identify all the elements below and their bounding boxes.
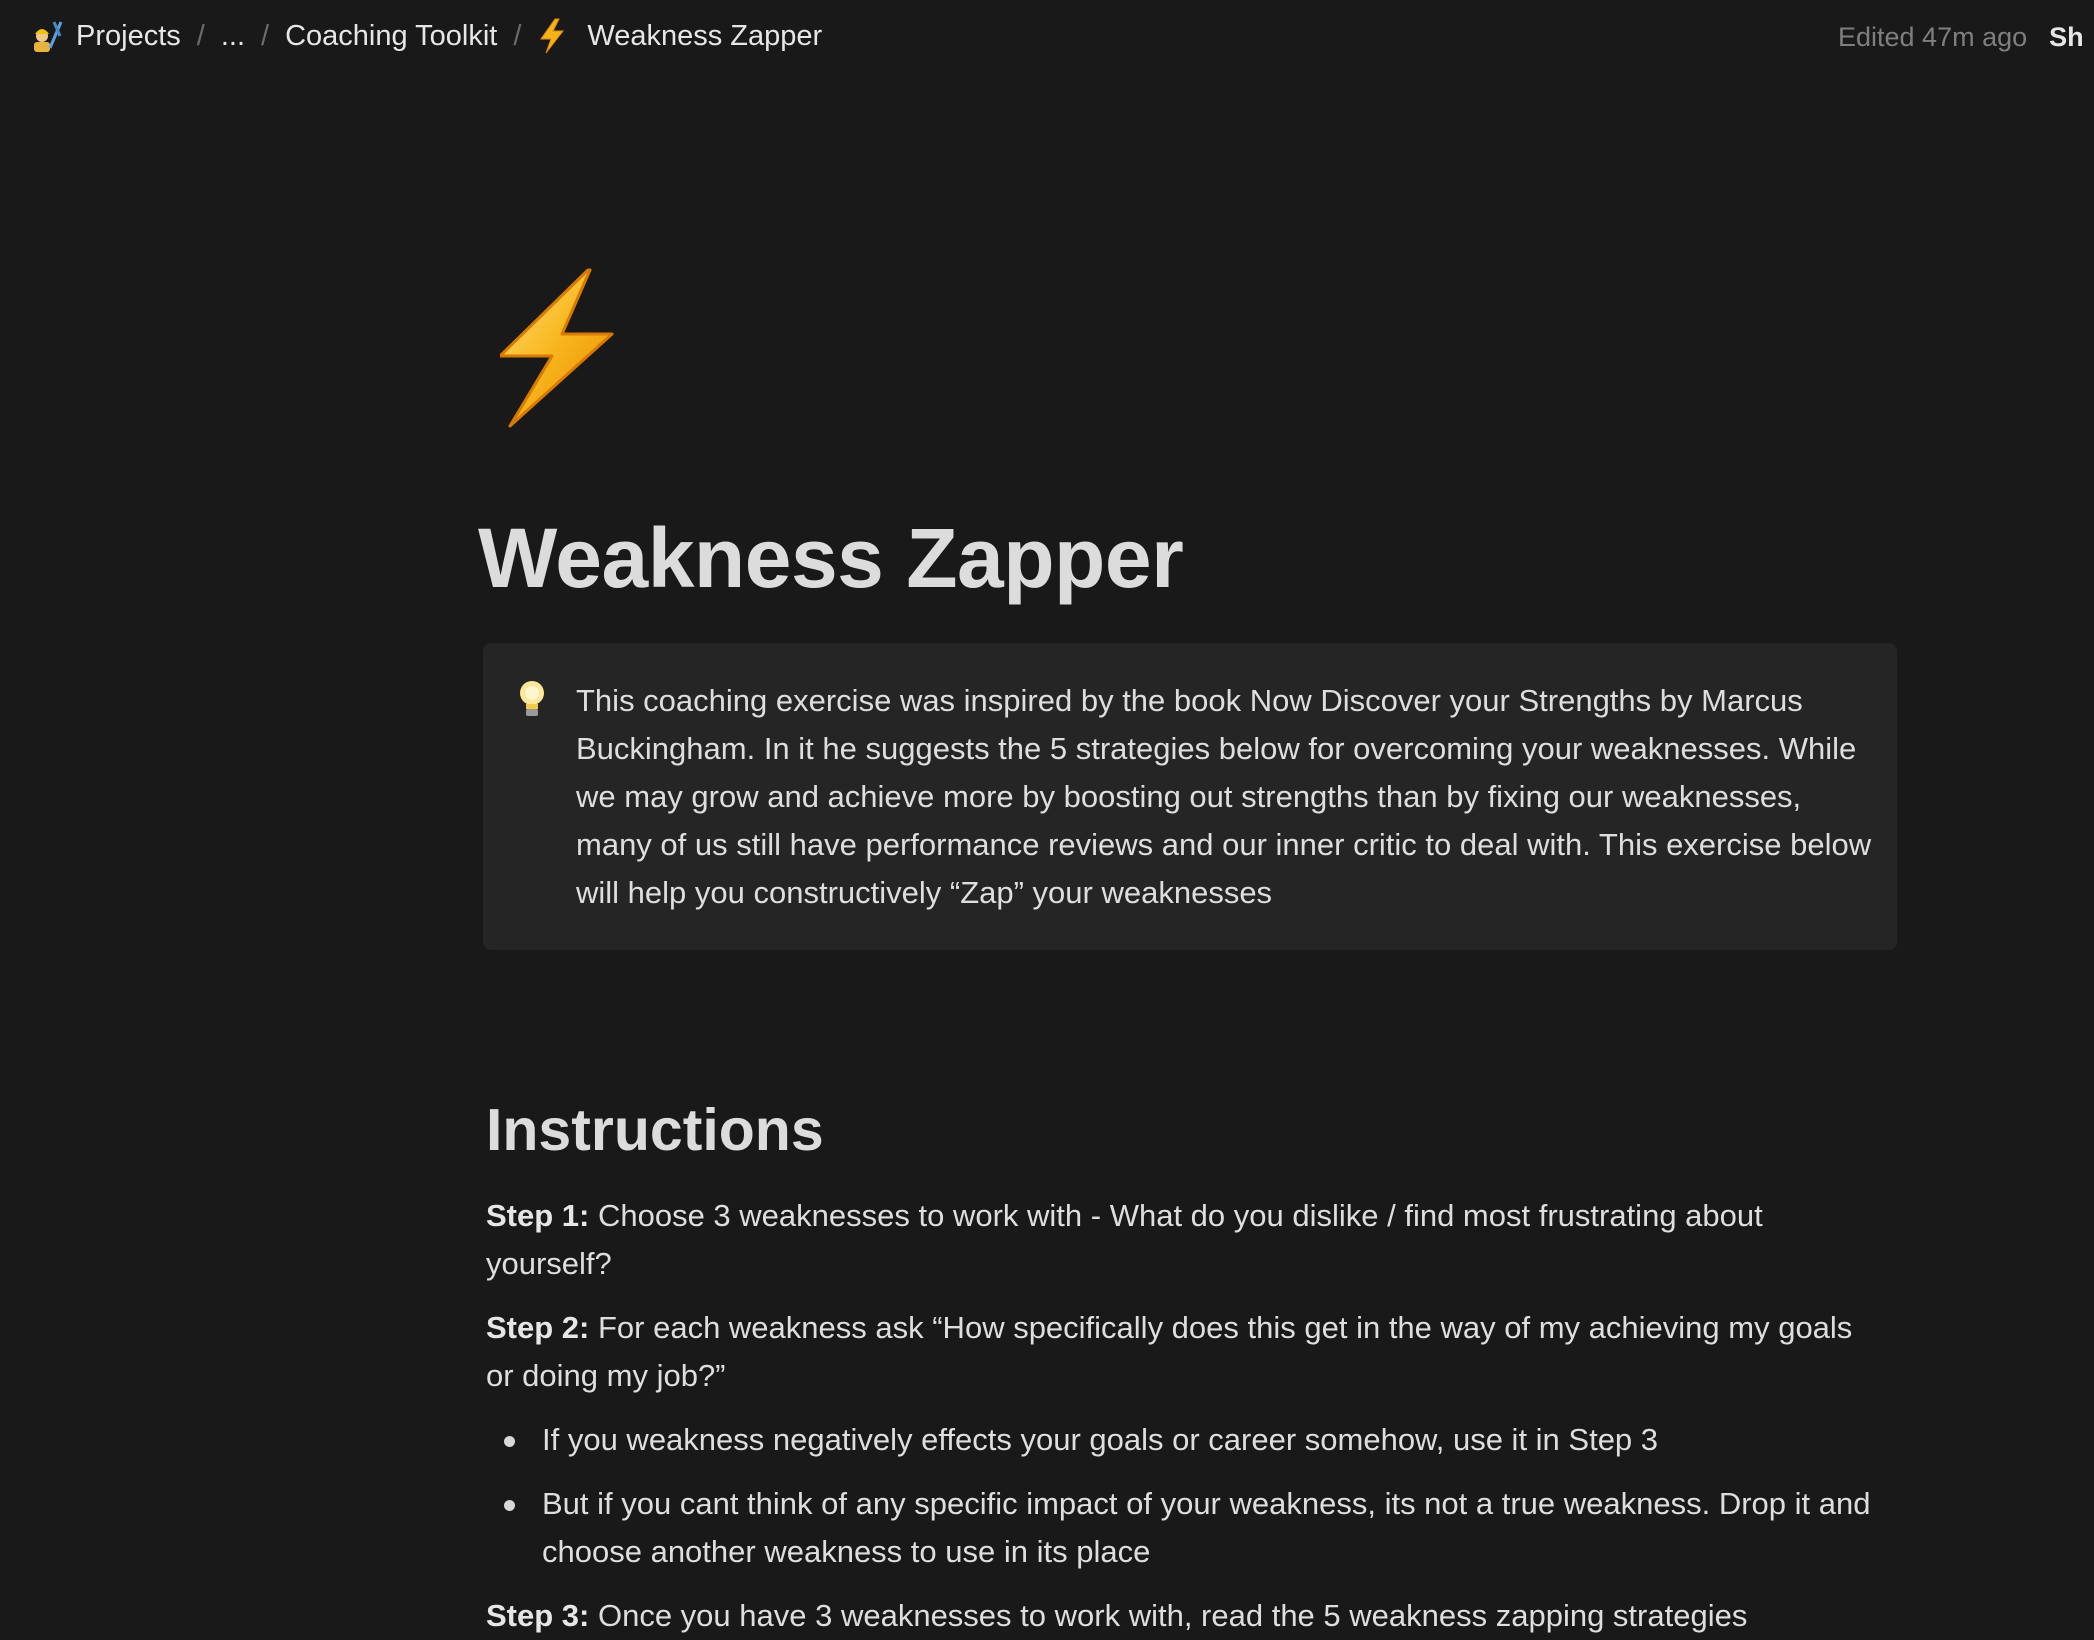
header-right bbox=[1838, 22, 2084, 53]
bullet-dot bbox=[504, 1500, 515, 1511]
step-2-text: For each weakness ask “How specifically does this get in the way of my achieving my goals or doing my job?” bbox=[486, 1310, 1853, 1393]
breadcrumb-projects[interactable]: Projects bbox=[76, 19, 181, 52]
breadcrumb-coaching-toolkit[interactable]: Coaching Toolkit bbox=[285, 19, 498, 52]
breadcrumb-separator: / bbox=[261, 19, 270, 52]
instructions-heading: Instructions bbox=[486, 1097, 824, 1163]
breadcrumb bbox=[30, 18, 822, 54]
breadcrumb-ellipsis[interactable]: ... bbox=[220, 19, 245, 52]
bullet-item: If you weakness negatively effects your goals or career somehow, use it in Step 3 bbox=[542, 1422, 1659, 1457]
bullet-item: But if you cant think of any specific impact of your weakness, its not a true weakness. Drop it and choose another weakness to use in its place bbox=[542, 1486, 1871, 1569]
page-lightning-icon[interactable] bbox=[500, 268, 616, 428]
page-title[interactable]: Weakness Zapper bbox=[478, 511, 1184, 605]
bullet-dot bbox=[504, 1436, 515, 1447]
callout-text: This coaching exercise was inspired by the book Now Discover your Strengths by Marcus Buckingham. In it he suggests the 5 strategies below for overcoming your weaknesses. While we may grow and achieve more by boosting out strengths than by fixing our weaknesses, many of us still have performance reviews and our inner critic to deal with. This exercise below will help you constructively “Zap” your weaknesses bbox=[576, 683, 1872, 910]
construction-worker-icon bbox=[30, 18, 64, 54]
step-2-label: Step 2: bbox=[486, 1310, 590, 1345]
breadcrumb-weakness-zapper[interactable]: Weakness Zapper bbox=[587, 19, 823, 52]
edited-timestamp: Edited 47m ago bbox=[1838, 22, 2028, 52]
step-1 bbox=[486, 1192, 1886, 1288]
step-3-label: Step 3: bbox=[486, 1598, 590, 1633]
step-2 bbox=[486, 1304, 1886, 1400]
step-1-label: Step 1: bbox=[486, 1198, 590, 1233]
step-1-text: Choose 3 weaknesses to work with - What do you dislike / find most frustrating about yourself? bbox=[486, 1198, 1763, 1281]
step-3-text: Once you have 3 weaknesses to work with, read the 5 weakness zapping strategies bbox=[589, 1598, 1748, 1633]
top-bar bbox=[0, 0, 2094, 80]
share-button[interactable]: Sh bbox=[2049, 22, 2084, 52]
callout-block bbox=[483, 643, 1897, 950]
lightbulb-icon[interactable] bbox=[517, 679, 547, 719]
lightning-icon bbox=[537, 18, 567, 54]
breadcrumb-separator: / bbox=[196, 19, 205, 52]
breadcrumb-separator: / bbox=[513, 19, 522, 52]
step-3 bbox=[486, 1592, 1886, 1640]
